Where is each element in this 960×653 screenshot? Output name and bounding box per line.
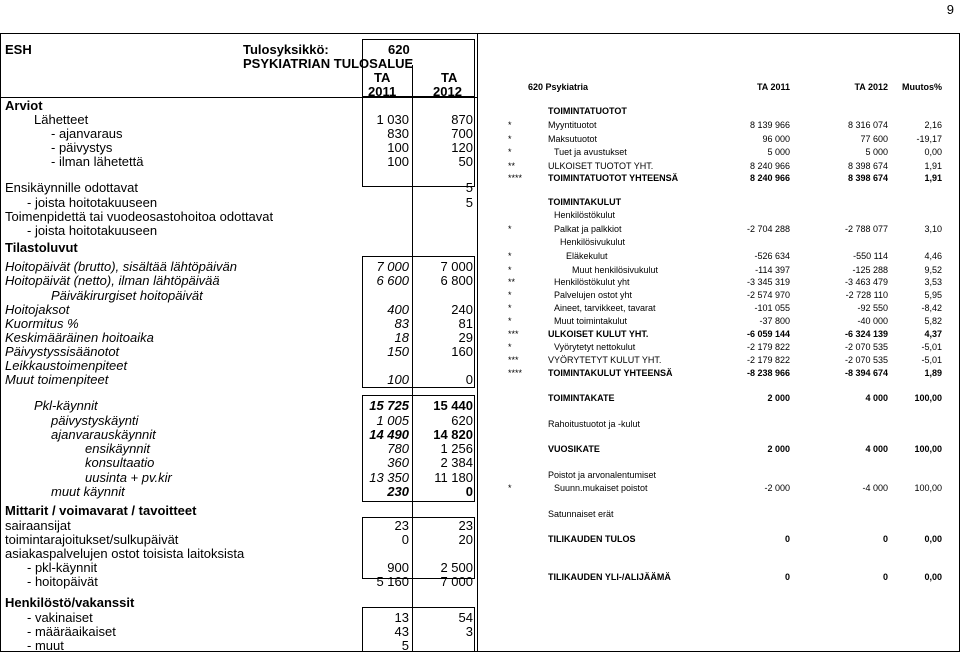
unit-value: 620 xyxy=(388,42,410,57)
right-row xyxy=(0,367,960,379)
left-row-ta2011: 830 xyxy=(387,126,409,141)
left-row-ta2012: 7 000 xyxy=(440,574,473,589)
right-row-mark: * xyxy=(508,147,512,157)
right-row-mark: **** xyxy=(508,368,523,378)
left-row-ta2012: 870 xyxy=(451,112,473,127)
right-row-label: Tuet ja avustukset xyxy=(554,147,627,157)
col2-bottom: 2012 xyxy=(433,84,462,99)
right-row-label: TILIKAUDEN TULOS xyxy=(548,534,636,544)
right-row xyxy=(0,236,960,248)
right-row-label: TOIMINTAKULUT YHTEENSÄ xyxy=(548,368,673,378)
right-row-muutos: 5,82 xyxy=(924,316,942,326)
right-row xyxy=(0,508,960,520)
left-row-label: sairaansijat xyxy=(5,518,71,533)
right-row-label: Maksutuotot xyxy=(548,134,598,144)
left-row-ta2012: 1 256 xyxy=(440,441,473,456)
left-row-label: - päivystys xyxy=(51,140,113,155)
left-row-label: Ensikäynnille odottavat xyxy=(5,180,138,195)
right-row-label: Suunn.mukaiset poistot xyxy=(554,483,648,493)
right-row xyxy=(0,392,960,404)
right-row xyxy=(0,160,960,172)
right-row xyxy=(0,119,960,131)
right-row-muutos: 0,00 xyxy=(924,572,942,582)
left-row-ta2011: 780 xyxy=(387,441,409,456)
left-row-ta2012: 120 xyxy=(451,140,473,155)
left-row-ta2011: 100 xyxy=(387,154,409,169)
right-row-muutos: 9,52 xyxy=(924,265,942,275)
right-row xyxy=(0,276,960,288)
right-row-label: Henkilöstökulut yht xyxy=(554,277,630,287)
left-row-ta2012: 620 xyxy=(451,413,473,428)
right-row-ta2011: -2 574 970 xyxy=(746,290,790,300)
left-row-label: Hoitojaksot xyxy=(5,302,70,317)
right-row-ta2011: 8 240 966 xyxy=(749,173,790,183)
left-row-ta2011: 1 005 xyxy=(376,413,409,428)
right-row-ta2011: -8 238 966 xyxy=(746,368,790,378)
left-row-ta2012: 5 xyxy=(465,195,473,210)
right-row-label: VYÖRYTETYT KULUT YHT. xyxy=(548,355,662,365)
left-row-label: - muut xyxy=(27,638,64,653)
right-row xyxy=(0,133,960,145)
right-row-muutos: 1,91 xyxy=(924,161,942,171)
right-row xyxy=(0,315,960,327)
right-col-ta2012: TA 2012 xyxy=(854,82,888,92)
left-row-label: Keskimääräinen hoitoaika xyxy=(5,330,154,345)
right-col-ta2011: TA 2011 xyxy=(756,82,790,92)
right-row-label: Palkat ja palkkiot xyxy=(554,224,622,234)
left-row-ta2012: 15 440 xyxy=(433,398,473,413)
right-row-label: TOIMINTAKATE xyxy=(548,393,615,403)
right-row-mark: *** xyxy=(508,355,519,365)
right-row-label: Muut henkilösivukulut xyxy=(572,265,659,275)
right-row xyxy=(0,146,960,158)
right-row-ta2012: 77 600 xyxy=(860,134,888,144)
right-row xyxy=(0,533,960,545)
right-row-ta2012: -4 000 xyxy=(862,483,888,493)
right-row-muutos: 1,89 xyxy=(924,368,942,378)
right-row-muutos: -19,17 xyxy=(916,134,942,144)
right-row-ta2011: 0 xyxy=(784,534,790,544)
left-row-label: Päiväkirurgiset hoitopäivät xyxy=(51,288,203,303)
left-row-ta2012: 11 180 xyxy=(434,470,473,485)
right-row-label: Henkilöstökulut xyxy=(554,210,616,220)
left-row-ta2011: 100 xyxy=(387,372,409,387)
right-row-ta2012: 4 000 xyxy=(865,444,888,454)
right-row-muutos: 4,37 xyxy=(924,329,942,339)
right-row-ta2012: 0 xyxy=(882,534,888,544)
right-row-ta2012: -2 070 535 xyxy=(844,342,888,352)
right-row-ta2011: -3 345 319 xyxy=(746,277,790,287)
right-row-mark: *** xyxy=(508,329,519,339)
right-row-mark: ** xyxy=(508,277,516,287)
right-row xyxy=(0,105,960,117)
right-row-label: TOIMINTAKULUT xyxy=(548,197,622,207)
left-row-ta2011: 360 xyxy=(387,455,409,470)
left-row-ta2011: 6 600 xyxy=(376,273,409,288)
left-row-label: - ajanvaraus xyxy=(51,126,123,141)
left-row-label: Muut toimenpiteet xyxy=(5,372,109,387)
left-row-ta2011: 1 030 xyxy=(376,112,409,127)
left-row-ta2012: 3 xyxy=(465,624,473,639)
left-row-label: Leikkaustoimenpiteet xyxy=(5,358,128,373)
left-row-ta2012: 2 384 xyxy=(440,455,473,470)
right-row-mark: ** xyxy=(508,161,516,171)
left-row-ta2012: 23 xyxy=(458,518,473,533)
left-row-ta2012: 29 xyxy=(458,330,473,345)
right-row-ta2012: 8 398 674 xyxy=(847,173,888,183)
right-row xyxy=(0,209,960,221)
left-row-ta2011: 230 xyxy=(387,484,409,499)
right-row xyxy=(0,264,960,276)
right-row-ta2012: 8 398 674 xyxy=(847,161,888,171)
right-row-muutos: 4,46 xyxy=(924,251,942,261)
left-row-label: Hoitopäivät (netto), ilman lähtöpäivää xyxy=(5,273,220,288)
right-row-label: Poistot ja arvonalentumiset xyxy=(548,470,657,480)
left-row-ta2011: 18 xyxy=(394,330,409,345)
unit-code: ESH xyxy=(5,42,32,57)
col1-bottom: 2011 xyxy=(368,84,397,99)
right-row-ta2011: 5 000 xyxy=(767,147,790,157)
right-row xyxy=(0,571,960,583)
left-row-label: - ilman lähetettä xyxy=(51,154,144,169)
right-row-muutos: 0,00 xyxy=(924,534,942,544)
right-row-muutos: 3,53 xyxy=(924,277,942,287)
right-row-ta2011: -6 059 144 xyxy=(746,329,790,339)
right-row-ta2011: -114 397 xyxy=(755,265,790,275)
right-row-muutos: 0,00 xyxy=(924,147,942,157)
right-row-ta2011: 8 240 966 xyxy=(749,161,790,171)
right-row-label: Eläkekulut xyxy=(566,251,608,261)
left-row-label: ensikäynnit xyxy=(85,441,151,456)
left-row-label: Henkilöstö/vakanssit xyxy=(5,595,135,610)
right-title: 620 Psykiatria xyxy=(528,82,589,92)
right-row-label: Aineet, tarvikkeet, tavarat xyxy=(554,303,656,313)
right-row xyxy=(0,302,960,314)
right-row-ta2012: -40 000 xyxy=(857,316,888,326)
right-row-label: Muut toimintakulut xyxy=(554,316,628,326)
right-row xyxy=(0,223,960,235)
right-row-mark: * xyxy=(508,316,512,326)
col1-top: TA xyxy=(374,70,391,85)
right-row xyxy=(0,172,960,184)
right-row xyxy=(0,354,960,366)
right-row-ta2011: 8 139 966 xyxy=(749,120,790,130)
left-row-ta2011: 900 xyxy=(387,560,409,575)
left-row-ta2011: 13 xyxy=(394,610,409,625)
right-row xyxy=(0,196,960,208)
left-row-label: Pkl-käynnit xyxy=(34,398,98,413)
right-row-muutos: -5,01 xyxy=(921,342,942,352)
right-row-ta2012: 8 316 074 xyxy=(847,120,888,130)
left-row-ta2012: 160 xyxy=(451,344,473,359)
left-row-label: Tilastoluvut xyxy=(5,240,78,255)
right-row-ta2011: 96 000 xyxy=(762,134,790,144)
right-row xyxy=(0,418,960,430)
col2-top: TA xyxy=(441,70,458,85)
right-row-label: Palvelujen ostot yht xyxy=(554,290,633,300)
unit-label: Tulosyksikkö: xyxy=(243,42,329,57)
right-row-ta2012: -550 114 xyxy=(853,251,888,261)
right-row-ta2012: -2 070 535 xyxy=(844,355,888,365)
right-row-ta2012: 0 xyxy=(882,572,888,582)
right-col-muutos: Muutos% xyxy=(902,82,942,92)
right-row-muutos: 3,10 xyxy=(924,224,942,234)
right-row-muutos: -8,42 xyxy=(921,303,942,313)
right-row-mark: * xyxy=(508,342,512,352)
left-row-ta2012: 0 xyxy=(465,484,473,499)
right-row-label: TOIMINTATUOTOT YHTEENSÄ xyxy=(548,173,679,183)
left-row-label: uusinta + pv.kir xyxy=(85,470,172,485)
right-row-ta2012: -2 788 077 xyxy=(844,224,888,234)
left-row-ta2011: 150 xyxy=(387,344,409,359)
right-row-mark: * xyxy=(508,224,512,234)
left-row-ta2012: 6 800 xyxy=(440,273,473,288)
right-row-label: TILIKAUDEN YLI-/ALIJÄÄMÄ xyxy=(548,572,671,582)
left-row-label: muut käynnit xyxy=(51,484,125,499)
right-row xyxy=(0,341,960,353)
right-row-label: TOIMINTATUOTOT xyxy=(548,106,627,116)
left-row-ta2011: 5 xyxy=(401,638,409,653)
right-row-ta2011: 0 xyxy=(784,572,790,582)
left-row-ta2012: 50 xyxy=(458,154,473,169)
right-row-muutos: -5,01 xyxy=(921,355,942,365)
right-row-ta2012: -92 550 xyxy=(857,303,888,313)
right-row-ta2012: -125 288 xyxy=(852,265,888,275)
right-row xyxy=(0,443,960,455)
left-row-ta2011: 5 160 xyxy=(376,574,409,589)
right-row-label: VUOSIKATE xyxy=(548,444,600,454)
right-row-label: Myyntituotot xyxy=(548,120,597,130)
right-row-label: Vyörytetyt nettokulut xyxy=(554,342,636,352)
left-row-ta2011: 43 xyxy=(394,624,409,639)
right-row-mark: * xyxy=(508,483,512,493)
left-row-ta2012: 54 xyxy=(458,610,473,625)
right-row-ta2011: -2 000 xyxy=(764,483,790,493)
left-row-label: Kuormitus % xyxy=(5,316,79,331)
left-row-label: Arviot xyxy=(5,98,43,113)
left-row-label: Mittarit / voimavarat / tavoitteet xyxy=(5,503,197,518)
right-row-label: Henkilösivukulut xyxy=(560,237,626,247)
right-row-muutos: 100,00 xyxy=(914,393,942,403)
left-row-label: asiakaspalvelujen ostot toisista laitoksista xyxy=(5,546,245,561)
right-row-ta2012: -2 728 110 xyxy=(845,290,888,300)
left-row-label: - määräaikaiset xyxy=(27,624,116,639)
left-row-ta2012: 240 xyxy=(451,302,473,317)
right-row-muutos: 1,91 xyxy=(924,173,942,183)
right-row xyxy=(0,328,960,340)
right-row-mark: * xyxy=(508,265,512,275)
left-row-label: - pkl-käynnit xyxy=(27,560,98,575)
right-row-ta2011: 2 000 xyxy=(767,393,790,403)
right-row xyxy=(0,469,960,481)
right-row-ta2011: -37 800 xyxy=(759,316,790,326)
right-row-mark: **** xyxy=(508,173,523,183)
left-row-ta2011: 13 350 xyxy=(369,470,409,485)
right-row-ta2012: -6 324 139 xyxy=(844,329,888,339)
right-row-mark: * xyxy=(508,120,512,130)
right-row-mark: * xyxy=(508,290,512,300)
right-row-ta2011: -2 179 822 xyxy=(746,342,790,352)
right-row xyxy=(0,482,960,494)
left-row-label: Hoitopäivät (brutto), sisältää lähtöpäivän xyxy=(5,259,237,274)
left-row-ta2012: 14 820 xyxy=(433,427,473,442)
right-row-muutos: 5,95 xyxy=(924,290,942,300)
left-row-ta2012: 20 xyxy=(458,532,473,547)
right-row-label: Rahoitustuotot ja -kulut xyxy=(548,419,641,429)
right-row-ta2012: -3 463 479 xyxy=(844,277,888,287)
left-row-ta2011: 400 xyxy=(387,302,409,317)
right-row-ta2011: 2 000 xyxy=(767,444,790,454)
left-row-ta2011: 23 xyxy=(394,518,409,533)
left-row-ta2012: 2 500 xyxy=(440,560,473,575)
right-row-label: ULKOISET KULUT YHT. xyxy=(548,329,649,339)
left-row-label: - joista hoitotakuuseen xyxy=(27,195,158,210)
left-row-ta2012: 81 xyxy=(458,316,473,331)
left-row-label: toimintarajoitukset/sulkupäivät xyxy=(5,532,179,547)
left-row-ta2011: 15 725 xyxy=(369,398,409,413)
left-row-label: - joista hoitotakuuseen xyxy=(27,223,158,238)
left-row-ta2012: 0 xyxy=(465,372,473,387)
left-row-ta2011: 83 xyxy=(394,316,409,331)
right-row-ta2012: 4 000 xyxy=(865,393,888,403)
right-row-ta2011: -2 179 822 xyxy=(746,355,790,365)
right-row-label: Satunnaiset erät xyxy=(548,509,614,519)
left-row-label: ajanvarauskäynnit xyxy=(51,427,156,442)
right-row-label: ULKOISET TUOTOT YHT. xyxy=(548,161,654,171)
right-row-ta2012: -8 394 674 xyxy=(844,368,888,378)
right-row xyxy=(0,250,960,262)
left-row-ta2012: 5 xyxy=(465,180,473,195)
right-row-muutos: 100,00 xyxy=(914,444,942,454)
left-row-ta2011: 14 490 xyxy=(369,427,409,442)
left-row-label: Päivystyssisäänotot xyxy=(5,344,120,359)
right-row-mark: * xyxy=(508,134,512,144)
left-row-ta2011: 0 xyxy=(401,532,409,547)
left-row-label: - vakinaiset xyxy=(27,610,93,625)
report-subtitle: PSYKIATRIAN TULOSALUE xyxy=(243,56,414,71)
right-row-muutos: 2,16 xyxy=(924,120,942,130)
left-row-label: päivystyskäynti xyxy=(51,413,139,428)
right-row-ta2011: -526 634 xyxy=(754,251,790,261)
left-row-label: Toimenpidettä tai vuodeosastohoitoa odottavat xyxy=(5,209,274,224)
page-number: 9 xyxy=(946,2,954,17)
right-row-ta2011: -101 055 xyxy=(754,303,790,313)
right-row xyxy=(0,289,960,301)
left-row-label: Lähetteet xyxy=(34,112,89,127)
right-row-mark: * xyxy=(508,251,512,261)
left-row-label: konsultaatio xyxy=(85,455,155,470)
right-row-mark: * xyxy=(508,303,512,313)
left-row-ta2012: 7 000 xyxy=(440,259,473,274)
left-row-ta2011: 100 xyxy=(387,140,409,155)
left-row-ta2012: 700 xyxy=(451,126,473,141)
left-row-label: - hoitopäivät xyxy=(27,574,98,589)
right-row-ta2012: 5 000 xyxy=(865,147,888,157)
left-row-ta2011: 7 000 xyxy=(376,259,409,274)
right-row-ta2011: -2 704 288 xyxy=(746,224,790,234)
right-row-muutos: 100,00 xyxy=(914,483,942,493)
